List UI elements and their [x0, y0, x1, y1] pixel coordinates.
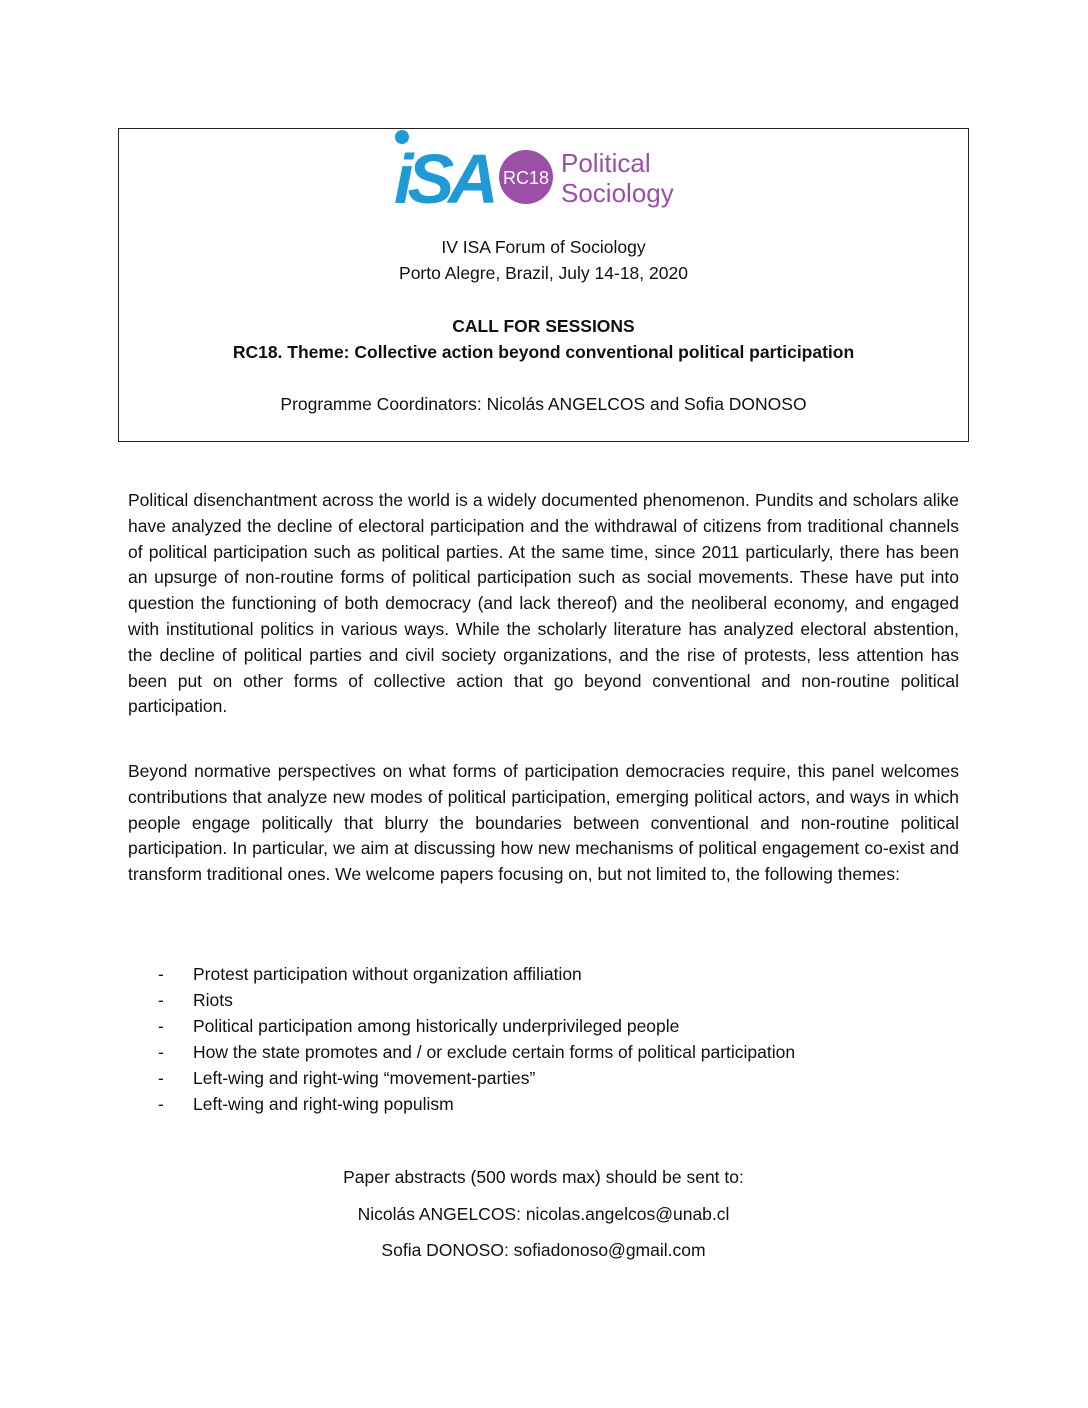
list-item-text: Left-wing and right-wing populism: [193, 1094, 454, 1114]
list-bullet: -: [158, 1094, 164, 1114]
list-item: [128, 1039, 959, 1065]
list-item: [128, 961, 959, 987]
list-item-text: Protest participation without organization affiliation: [193, 964, 582, 984]
theme-list: [128, 961, 959, 1117]
rc18-badge-text: RC18: [502, 168, 550, 188]
header-box: [118, 128, 969, 442]
list-item-text: Political participation among historically underprivileged people: [193, 1016, 680, 1036]
list-bullet: -: [158, 1042, 164, 1062]
rc18-name-line2: Sociology: [561, 178, 674, 208]
list-bullet: -: [158, 1016, 164, 1036]
list-item-text: How the state promotes and / or exclude certain forms of political participation: [193, 1042, 796, 1062]
list-item: [128, 987, 959, 1013]
contact-angelcos: Nicolás ANGELCOS: nicolas.angelcos@unab.cl: [357, 1204, 730, 1224]
list-item: [128, 1013, 959, 1039]
rc18-logo: [499, 148, 674, 208]
list-bullet: -: [158, 964, 164, 984]
intro-paragraph: Political disenchantment across the world is a widely documented phenomenon. Pundits and scholars alike have analyzed the decline of electoral participation and the withdrawal of citizens from traditional channels of political participation such as political parties. At the same time, since 2011 particularly, there has been an upsurge of non-routine forms of political participation such as social movements. These have put into question the functioning of both democracy (and lack thereof) and the neoliberal economy, and engaged with institutional politics in various ways. While the scholarly literature has analyzed electoral abstention, the decline of political parties and civil society organizations, and the rise of protests, less attention has been put on other forms of collective action that go beyond conventional and non-routine political participation.: [128, 490, 959, 717]
event-location-date: Porto Alegre, Brazil, July 14-18, 2020: [399, 263, 688, 283]
theme-heading: RC18. Theme: Collective action beyond conventional political participation: [232, 342, 855, 362]
coordinators-line: Programme Coordinators: Nicolás ANGELCOS and Sofia DONOSO: [280, 394, 807, 414]
isa-logo-text: iSA: [394, 140, 493, 211]
scope-paragraph: Beyond normative perspectives on what forms of participation democracies require, this panel welcomes contributions that analyze new modes of political participation, emerging political actors, and ways in which people engage politically that blurry the boundaries between conventional and non-routine political participation. In particular, we aim at discussing how new mechanisms of political engagement co-exist and transform traditional ones. We welcome papers focusing on, but not limited to, the following themes:: [128, 761, 959, 885]
call-heading: CALL FOR SESSIONS: [452, 316, 635, 336]
list-bullet: -: [158, 990, 164, 1010]
submission-note: Paper abstracts (500 words max) should be sent to:: [343, 1167, 744, 1187]
rc18-name-line1: Political: [561, 148, 651, 178]
contact-donoso: Sofia DONOSO: sofiadonoso@gmail.com: [381, 1240, 706, 1260]
isa-logo: [394, 130, 494, 211]
list-item-text: Riots: [193, 990, 233, 1010]
list-item: [128, 1065, 959, 1091]
list-item: [128, 1091, 959, 1117]
list-bullet: -: [158, 1068, 164, 1088]
event-title: IV ISA Forum of Sociology: [441, 237, 646, 257]
logo-group: [391, 129, 711, 211]
list-item-text: Left-wing and right-wing “movement-parties”: [193, 1068, 536, 1088]
